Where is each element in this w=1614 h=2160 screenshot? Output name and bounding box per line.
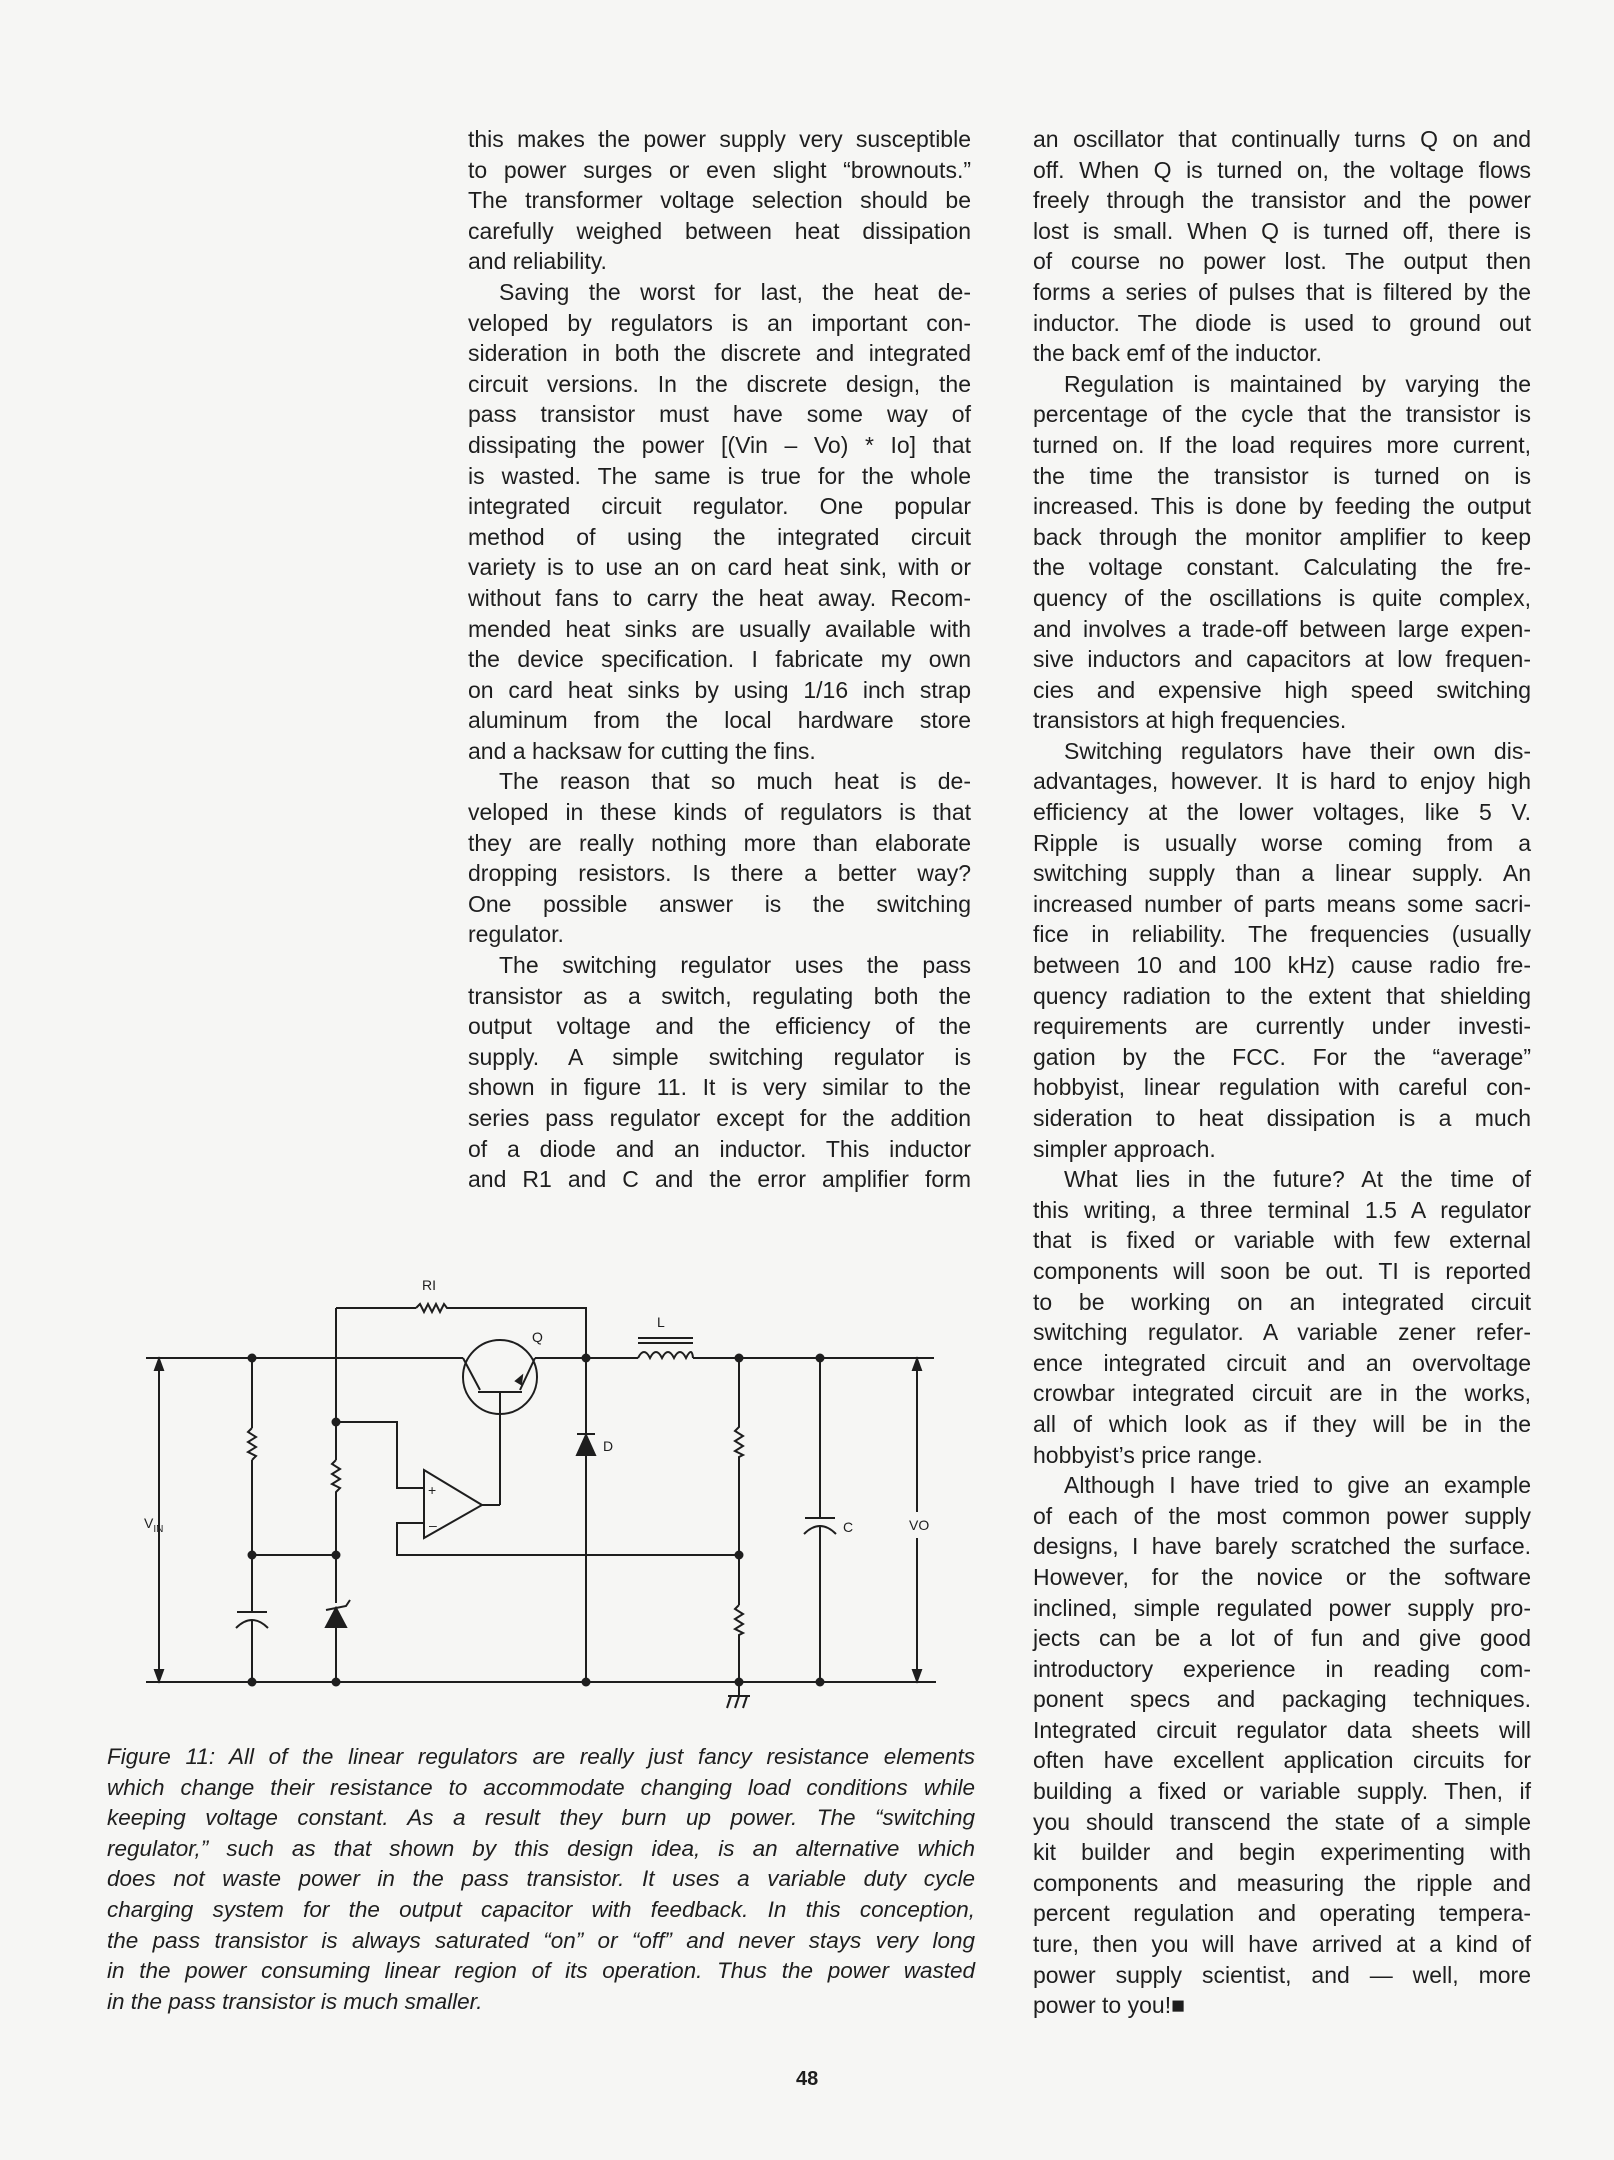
left-text-column — [468, 124, 971, 1195]
right-text-column — [1033, 124, 1531, 2021]
text-line: off. When Q is turned on, the voltage flows — [1033, 156, 1531, 183]
text-line: shown in figure 11. It is very similar to the — [468, 1074, 971, 1101]
text-line: Although I have tried to give an example — [1064, 1472, 1531, 1499]
vo-label: VO — [909, 1517, 930, 1533]
text-line: back through the monitor amplifier to keep — [1033, 523, 1531, 550]
caption-line: in the pass transistor is much smaller. — [107, 1988, 483, 2014]
text-line: veloped in these kinds of regulators is that — [468, 799, 971, 826]
text-line: variety is to use an on card heat sink, with or — [468, 554, 971, 581]
pass-transistor-icon — [463, 1340, 537, 1505]
caption-line: does not waste power in the pass transistor. It uses a variable duty cycle — [107, 1866, 975, 1892]
zener-diode-icon — [326, 1600, 350, 1682]
r1-resistor-icon — [416, 1304, 586, 1358]
text-line: Ripple is usually worse coming from a — [1033, 829, 1531, 856]
text-line: sideration in both the discrete and integrated — [468, 340, 971, 367]
text-line: carefully weighed between heat dissipation — [468, 217, 971, 244]
text-line: of a diode and an inductor. This inductor — [468, 1135, 971, 1162]
text-line: circuit versions. In the discrete design, the — [468, 370, 971, 397]
text-line: lost is small. When Q is turned off, there is — [1033, 217, 1531, 244]
output-capacitor-icon — [804, 1358, 836, 1682]
text-line: all of which look as if they will be in the — [1033, 1410, 1531, 1437]
l-label: L — [657, 1314, 665, 1330]
q-label: Q — [532, 1329, 543, 1345]
text-line: forms a series of pulses that is filtered by the — [1033, 278, 1531, 305]
text-line: transistor as a switch, regulating both the — [468, 982, 971, 1009]
text-line: quency radiation to the extent that shielding — [1033, 982, 1531, 1009]
text-line: dropping resistors. Is there a better way? — [468, 860, 971, 887]
text-line: and a hacksaw for cutting the fins. — [468, 737, 816, 764]
caption-line: which change their resistance to accommodate changing load conditions while — [107, 1774, 975, 1800]
text-line: inductor. The diode is used to ground out — [1033, 309, 1531, 336]
caption-line: keeping voltage constant. As a result they burn up power. The “switching — [107, 1805, 975, 1831]
text-line: integrated circuit regulator. One popular — [468, 493, 971, 520]
text-line: output voltage and the efficiency of the — [468, 1013, 971, 1040]
caption-line: the pass transistor is always saturated “on” or “off” and never stays very long — [107, 1927, 975, 1953]
text-line: transistors at high frequencies. — [1033, 707, 1347, 734]
text-line: of each of the most common power supply — [1033, 1502, 1531, 1529]
text-line: between 10 and 100 kHz) cause radio fre- — [1033, 952, 1531, 979]
text-line: switching regulator. A variable zener refer- — [1033, 1319, 1531, 1346]
text-line: turned on. If the load requires more current, — [1033, 431, 1531, 458]
text-line: percent regulation and operating tempera- — [1033, 1900, 1531, 1927]
c-label: C — [843, 1519, 854, 1535]
text-line: However, for the novice or the software — [1033, 1563, 1531, 1590]
text-line: freely through the transistor and the power — [1033, 187, 1531, 214]
vin-arrow-icon — [155, 1359, 163, 1681]
vin-label: $V_{IN}$ — [144, 1515, 164, 1535]
text-line: simpler approach. — [1033, 1135, 1216, 1162]
text-line: building a fixed or variable supply. Then, if — [1033, 1778, 1531, 1805]
text-line: crowbar integrated circuit are in the works, — [1033, 1380, 1531, 1407]
text-line: requirements are currently under investi- — [1033, 1013, 1531, 1040]
text-line: of course no power lost. The output then — [1033, 248, 1531, 275]
output-divider-resistor-top-icon — [735, 1358, 743, 1605]
input-capacitor-icon — [236, 1612, 268, 1682]
text-line: quency of the oscillations is quite complex, — [1033, 584, 1531, 611]
text-line: the voltage constant. Calculating the fre- — [1033, 554, 1531, 581]
text-line: increased. This is done by feeding the output — [1033, 493, 1531, 520]
text-line: hobbyist, linear regulation with careful con- — [1033, 1074, 1531, 1101]
page-number: 48 — [796, 2068, 819, 2090]
switching-regulator-schematic — [130, 1260, 960, 1720]
text-line: and involves a trade-off between large expen- — [1033, 615, 1531, 642]
text-line: this makes the power supply very susceptible — [468, 126, 971, 152]
text-line: The reason that so much heat is de- — [499, 768, 971, 795]
text-line: increased number of parts means some sacri- — [1033, 890, 1531, 917]
text-line: an oscillator that continually turns Q on and — [1033, 126, 1531, 152]
text-line: fice in reliability. The frequencies (usually — [1033, 921, 1531, 948]
paragraph — [1033, 1164, 1531, 1470]
paragraph — [468, 766, 971, 950]
output-divider-resistor-bottom-icon — [735, 1605, 743, 1682]
text-line: components and measuring the ripple and — [1033, 1869, 1531, 1896]
text-line: efficiency at the lower voltages, like 5 V. — [1033, 799, 1531, 826]
text-line: Integrated circuit regulator data sheets will — [1033, 1716, 1531, 1743]
text-line: power supply scientist, and — well, more — [1033, 1961, 1531, 1988]
text-line: without fans to carry the heat away. Recom- — [468, 584, 971, 611]
paragraph — [468, 277, 971, 767]
text-line: What lies in the future? At the time of — [1064, 1166, 1531, 1193]
text-line: percentage of the cycle that the transistor is — [1033, 401, 1531, 428]
error-amplifier-icon — [336, 1422, 739, 1555]
text-line: The transformer voltage selection should be — [468, 187, 971, 214]
junction-dots — [248, 1354, 825, 1687]
text-line: veloped by regulators is an important con- — [468, 309, 971, 336]
caption-line: regulator,” such as that shown by this design idea, is an alternative which — [107, 1835, 975, 1861]
text-line: sideration to heat dissipation is a much — [1033, 1105, 1531, 1131]
text-line: dissipating the power [(Vin – Vo) * Io] that — [468, 431, 971, 458]
paragraph — [468, 950, 971, 1195]
text-line: sive inductors and capacitors at low frequen- — [1033, 646, 1531, 673]
text-line: mended heat sinks are usually available with — [468, 615, 971, 642]
d-label: D — [603, 1438, 614, 1454]
svg-text:+: + — [428, 1482, 437, 1498]
text-line: method of using the integrated circuit — [468, 523, 971, 550]
text-line: often have excellent application circuits for — [1033, 1747, 1531, 1774]
text-line: inclined, simple regulated power supply pro- — [1033, 1594, 1531, 1621]
paragraph — [468, 124, 971, 277]
svg-text:–: – — [429, 1517, 437, 1533]
paragraph — [1033, 369, 1531, 736]
text-line: and reliability. — [468, 248, 607, 275]
text-line: series pass regulator except for the addition — [468, 1105, 971, 1131]
text-line: components will soon be out. TI is reported — [1033, 1257, 1531, 1284]
caption-line: charging system for the output capacitor with feedback. In this conception, — [107, 1896, 975, 1922]
text-line: to be working on an integrated circuit — [1033, 1288, 1531, 1315]
text-line: gation by the FCC. For the “average” — [1033, 1043, 1531, 1070]
reference-resistor-icon — [332, 1460, 340, 1603]
text-line: switching supply than a linear supply. An — [1033, 860, 1531, 887]
text-line: hobbyist’s price range. — [1033, 1441, 1263, 1468]
caption-line: in the power consuming linear region of its operation. Thus the power wasted — [107, 1958, 975, 1984]
text-line: introductory experience in reading com- — [1033, 1655, 1531, 1682]
catch-diode-icon — [577, 1358, 595, 1682]
text-line: kit builder and begin experimenting with — [1033, 1839, 1531, 1866]
text-line: Regulation is maintained by varying the — [1064, 370, 1531, 397]
text-line: they are really nothing more than elaborate — [468, 829, 971, 856]
text-line: supply. A simple switching regulator is — [468, 1043, 971, 1070]
text-line: that is fixed or variable with few external — [1033, 1227, 1531, 1254]
text-line: Switching regulators have their own dis- — [1064, 737, 1531, 764]
text-line: the device specification. I fabricate my own — [468, 646, 971, 673]
text-line: you should transcend the state of a simple — [1033, 1808, 1531, 1835]
text-line: and R1 and C and the error amplifier form — [468, 1166, 971, 1193]
paragraph — [1033, 1470, 1531, 2021]
text-line: regulator. — [468, 921, 564, 948]
text-line: power to you!■ — [1033, 1992, 1185, 2019]
text-line: to power surges or even slight “brownouts.” — [468, 156, 971, 183]
text-line: designs, I have barely scratched the surface. — [1033, 1533, 1531, 1560]
text-line: The switching regulator uses the pass — [499, 952, 971, 979]
text-line: ponent specs and packaging techniques. — [1033, 1686, 1531, 1713]
text-line: ture, then you will have arrived at a kind of — [1033, 1931, 1531, 1958]
input-divider-resistor-icon — [248, 1358, 256, 1612]
text-line: the time the transistor is turned on is — [1033, 462, 1531, 489]
text-line: aluminum from the local hardware store — [468, 707, 971, 734]
inductor-icon — [638, 1338, 693, 1358]
figure-caption — [107, 1742, 975, 2017]
text-line: advantages, however. It is hard to enjoy high — [1033, 768, 1531, 795]
text-line: ence integrated circuit and an overvoltage — [1033, 1349, 1531, 1376]
text-line: pass transistor must have some way of — [468, 401, 971, 428]
text-line: Saving the worst for last, the heat de- — [499, 278, 971, 305]
text-line: this writing, a three terminal 1.5 A regulator — [1033, 1196, 1531, 1223]
text-line: jects can be a lot of fun and give good — [1033, 1625, 1531, 1652]
text-line: on card heat sinks by using 1/16 inch strap — [468, 676, 971, 703]
text-line: cies and expensive high speed switching — [1033, 676, 1531, 703]
text-line: One possible answer is the switching — [468, 890, 971, 917]
paragraph — [1033, 736, 1531, 1164]
r1-label: RI — [422, 1277, 436, 1293]
caption-line: Figure 11: All of the linear regulators are really just fancy resistance elements — [107, 1744, 975, 1769]
text-line: the back emf of the inductor. — [1033, 340, 1322, 367]
text-line: is wasted. The same is true for the whole — [468, 462, 971, 489]
paragraph — [1033, 124, 1531, 369]
